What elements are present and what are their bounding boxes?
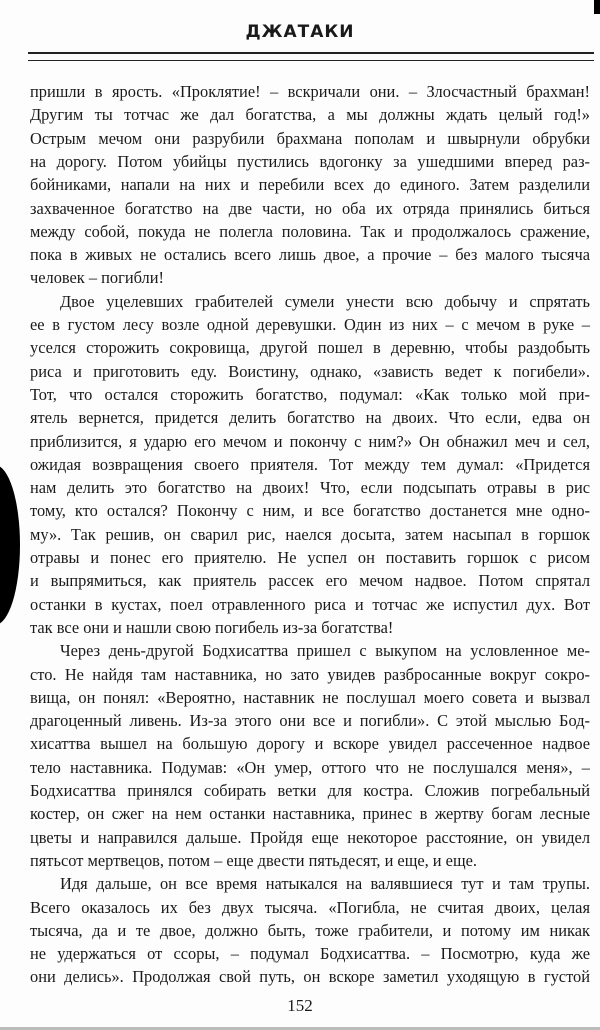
text-line: ее в густом лесу возле одной деревушки. Один из них – с мечом в руке –: [30, 315, 590, 334]
text-line: уселся сторожить сокровища, другой пошел в деревню, чтобы раздобыть: [30, 338, 590, 358]
text-line: му». Так решив, он сварил рис, наелся досыта, затем насыпал в горшок: [30, 524, 590, 544]
text-line: нам делить это богатство на двоих! Что, если подсыпать отравы в рис: [30, 478, 590, 498]
text-line: бойниками, напали на них и перебили всех до единого. Затем разделили: [30, 175, 590, 195]
text-line: между собой, покуда не полегла половина. Так и продолжалось сражение,: [30, 221, 590, 241]
text-line: отравы и понес его приятелю. Не успел он поставить горшок с рисом: [30, 548, 590, 567]
text-line: Идя дальше, он все время натыкался на валявшиеся тут и там трупы.: [60, 874, 590, 894]
text-line: они делись». Продолжая свой путь, он вскоре заметил уходящую в густой: [30, 967, 590, 987]
text-line: сто. Не найдя там наставника, но зато увидев разбросанные вокруг сокро-: [30, 664, 590, 684]
text-line: Двое уцелевших грабителей сумели унести всю добычу и спрятать: [60, 291, 590, 311]
text-line: Всего оказалось их без двух тысяча. «Погибла, не считая двоих, целая: [30, 897, 590, 917]
running-header: ДЖАТАКИ: [245, 22, 355, 42]
text-line: на дорогу. Потом убийцы пустились вдогонку за ушедшими вперед раз-: [30, 151, 590, 171]
text-line: риса и приготовить еду. Воистину, однако, «зависть ведет к погибели».: [30, 361, 590, 381]
text-line: приблизится, я ударю его мечом и покончу с ним?» Он обнажил меч и сел,: [30, 431, 590, 451]
text-line: пока в живых не остались всего лишь двое, а прочие – без малого тысяча: [30, 245, 590, 265]
text-line: Бодхисаттва принялся собирать ветки для костра. Сложив погребальный: [30, 781, 590, 800]
text-line: тысяча, да и те двое, должно быть, тоже грабители, и потому им никак: [30, 920, 590, 940]
text-line: Другим ты тотчас же дал богатства, а мы должны ждать целый год!»: [30, 105, 590, 125]
header-rule-top: [28, 52, 594, 54]
text-line: так все они и нашли свою погибель из-за богатства!: [30, 617, 394, 637]
text-line: ятель вернется, придется делить богатство на двоих. Что если, едва он: [30, 408, 590, 428]
text-line: драгоценный ливень. Из-за этого они все и погибли». С этой мыслью Бод-: [30, 711, 590, 731]
text-line: тому, кто остался? Покончу с ним, и все богатство достанется мне одно-: [30, 501, 590, 521]
text-line: Через день-другой Бодхисаттва пришел с выкупом на условленное ме-: [60, 641, 590, 661]
text-line: не удержаться от ссоры, – подумал Бодхисаттва. – Посмотрю, куда же: [30, 944, 590, 964]
text-line: хисаттва вышел на большую дорогу и вскоре увидел рассеченное надвое: [30, 734, 590, 754]
text-line: захваченное богатство на две части, но оба их отряда принялись биться: [30, 198, 590, 218]
text-line: Тот, что остался сторожить богатство, подумал: «Как только мой при-: [30, 384, 590, 404]
page-number: 152: [287, 996, 313, 1015]
scan-artifact-corner: [594, 0, 600, 14]
text-line: пришли в ярость. «Проклятие! – вскричали они. – Злосчастный брахман!: [30, 82, 590, 101]
text-line: тело наставника. Подумав: «Он умер, оттого что не послушался меня», –: [30, 757, 590, 777]
text-line: и выпрямиться, как приятель рассек его мечом надвое. Потом спрятал: [30, 571, 590, 591]
text-line: Острым мечом они разрубили брахмана пополам и швырнули обрубки: [30, 128, 590, 148]
text-line: цветы и направился дальше. Пройдя еще некоторое расстояние, он увидел: [30, 827, 590, 847]
header-rule-bottom: [28, 60, 594, 61]
text-line: останки в кустах, поел отравленного риса и тотчас же испустил дух. Вот: [30, 594, 590, 614]
text-line: человек – погибли!: [30, 268, 164, 288]
text-line: костер, он сжег на нем останки наставника, принес в жертву богам лесные: [30, 804, 590, 824]
scan-artifact-blot: [0, 465, 20, 625]
text-line: вища, он понял: «Вероятно, наставник не послушал моего совета и вызвал: [30, 687, 590, 707]
text-line: ожидая возвращения своего приятеля. Тот между тем думал: «Придется: [30, 454, 590, 474]
text-line: пятьсот мертвецов, потом – еще двести пятьдесят, и еще, и еще.: [30, 850, 477, 870]
